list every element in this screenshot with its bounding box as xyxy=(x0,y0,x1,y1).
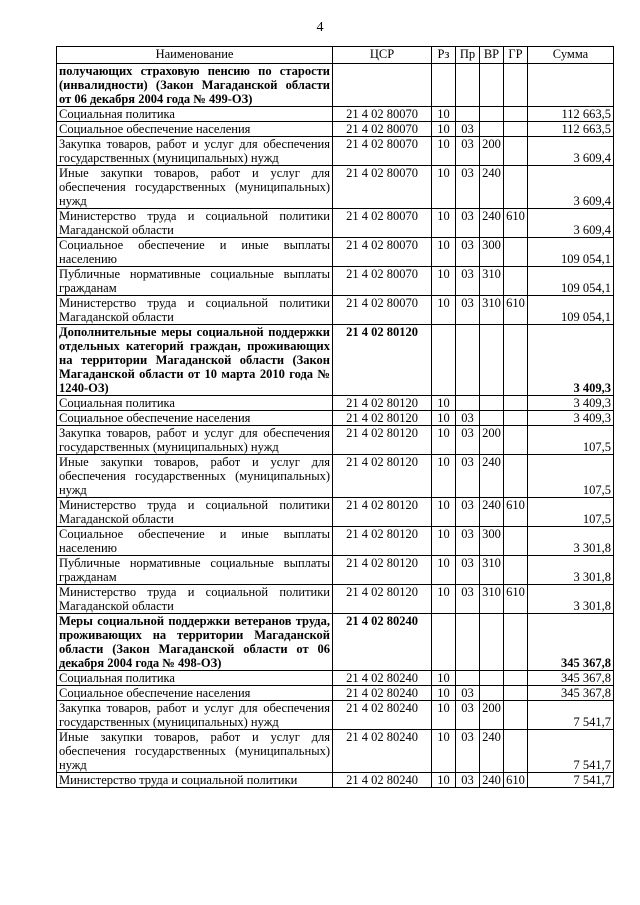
row-rz: 10 xyxy=(432,411,456,426)
row-csr: 21 4 02 80070 xyxy=(333,296,432,325)
row-gr: 610 xyxy=(504,296,528,325)
row-pr: 03 xyxy=(456,556,480,585)
row-name: Социальное обеспечение и иные выплаты населению xyxy=(57,527,333,556)
row-gr: 610 xyxy=(504,498,528,527)
table-row xyxy=(57,773,614,788)
row-vr xyxy=(480,325,504,396)
row-rz: 10 xyxy=(432,686,456,701)
row-sum: 3 301,8 xyxy=(528,585,614,614)
row-csr: 21 4 02 80120 xyxy=(333,585,432,614)
table-row xyxy=(57,396,614,411)
row-vr xyxy=(480,396,504,411)
row-csr: 21 4 02 80120 xyxy=(333,455,432,498)
row-pr: 03 xyxy=(456,209,480,238)
row-name: Министерство труда и социальной политики xyxy=(57,773,333,788)
row-vr: 240 xyxy=(480,455,504,498)
row-rz: 10 xyxy=(432,556,456,585)
row-gr xyxy=(504,64,528,107)
row-gr xyxy=(504,455,528,498)
table-row xyxy=(57,498,614,527)
table-row xyxy=(57,267,614,296)
row-rz: 10 xyxy=(432,701,456,730)
row-sum: 345 367,8 xyxy=(528,686,614,701)
table-row xyxy=(57,671,614,686)
table-row xyxy=(57,166,614,209)
row-pr: 03 xyxy=(456,686,480,701)
row-vr xyxy=(480,614,504,671)
row-rz: 10 xyxy=(432,238,456,267)
row-name: Закупка товаров, работ и услуг для обеспечения государственных (муниципальных) нужд xyxy=(57,137,333,166)
row-vr xyxy=(480,671,504,686)
row-csr: 21 4 02 80120 xyxy=(333,556,432,585)
row-pr: 03 xyxy=(456,585,480,614)
row-sum: 3 301,8 xyxy=(528,556,614,585)
row-name: Министерство труда и социальной политики Магаданской области xyxy=(57,296,333,325)
row-csr: 21 4 02 80240 xyxy=(333,701,432,730)
row-vr: 200 xyxy=(480,137,504,166)
header-vr: ВР xyxy=(480,47,504,64)
row-rz xyxy=(432,325,456,396)
row-gr xyxy=(504,556,528,585)
table-row xyxy=(57,701,614,730)
row-vr xyxy=(480,686,504,701)
row-csr: 21 4 02 80120 xyxy=(333,426,432,455)
row-sum: 7 541,7 xyxy=(528,730,614,773)
row-gr xyxy=(504,701,528,730)
row-sum: 112 663,5 xyxy=(528,107,614,122)
row-pr xyxy=(456,325,480,396)
table-row xyxy=(57,296,614,325)
row-csr: 21 4 02 80070 xyxy=(333,267,432,296)
row-sum xyxy=(528,64,614,107)
row-rz: 10 xyxy=(432,585,456,614)
row-rz: 10 xyxy=(432,396,456,411)
row-pr: 03 xyxy=(456,527,480,556)
row-pr: 03 xyxy=(456,411,480,426)
row-vr: 310 xyxy=(480,267,504,296)
header-name: Наименование xyxy=(57,47,333,64)
row-vr: 240 xyxy=(480,773,504,788)
row-pr: 03 xyxy=(456,498,480,527)
header-csr: ЦСР xyxy=(333,47,432,64)
row-pr xyxy=(456,107,480,122)
row-csr: 21 4 02 80120 xyxy=(333,396,432,411)
row-sum: 3 409,3 xyxy=(528,396,614,411)
row-csr: 21 4 02 80070 xyxy=(333,107,432,122)
row-pr: 03 xyxy=(456,122,480,137)
row-csr: 21 4 02 80240 xyxy=(333,773,432,788)
row-rz: 10 xyxy=(432,498,456,527)
row-csr: 21 4 02 80070 xyxy=(333,166,432,209)
row-vr: 300 xyxy=(480,238,504,267)
row-rz: 10 xyxy=(432,209,456,238)
row-vr xyxy=(480,411,504,426)
row-vr: 310 xyxy=(480,585,504,614)
row-gr xyxy=(504,107,528,122)
row-name: Социальная политика xyxy=(57,671,333,686)
table-row xyxy=(57,209,614,238)
table-row xyxy=(57,527,614,556)
row-sum: 109 054,1 xyxy=(528,238,614,267)
row-sum: 112 663,5 xyxy=(528,122,614,137)
row-name: Министерство труда и социальной политики Магаданской области xyxy=(57,498,333,527)
row-vr: 240 xyxy=(480,730,504,773)
header-sum: Сумма xyxy=(528,47,614,64)
row-gr xyxy=(504,396,528,411)
table-row xyxy=(57,556,614,585)
row-csr: 21 4 02 80070 xyxy=(333,137,432,166)
row-name: Социальная политика xyxy=(57,107,333,122)
row-gr xyxy=(504,166,528,209)
row-csr: 21 4 02 80240 xyxy=(333,686,432,701)
header-gr: ГР xyxy=(504,47,528,64)
table-row xyxy=(57,238,614,267)
row-pr xyxy=(456,64,480,107)
row-name: получающих страховую пенсию по старости (инвалидности) (Закон Магаданской области от 06 декабря 2004 года № 499-ОЗ) xyxy=(57,64,333,107)
header-rz: Рз xyxy=(432,47,456,64)
row-gr xyxy=(504,411,528,426)
row-name: Закупка товаров, работ и услуг для обеспечения государственных (муниципальных) нужд xyxy=(57,701,333,730)
row-sum: 7 541,7 xyxy=(528,773,614,788)
row-pr: 03 xyxy=(456,166,480,209)
row-csr: 21 4 02 80070 xyxy=(333,238,432,267)
row-vr: 310 xyxy=(480,296,504,325)
row-pr: 03 xyxy=(456,701,480,730)
table-row xyxy=(57,686,614,701)
table-row xyxy=(57,325,614,396)
row-name: Социальная политика xyxy=(57,396,333,411)
row-gr xyxy=(504,267,528,296)
row-sum: 107,5 xyxy=(528,498,614,527)
row-csr: 21 4 02 80120 xyxy=(333,411,432,426)
row-gr xyxy=(504,671,528,686)
row-vr: 240 xyxy=(480,498,504,527)
table-row xyxy=(57,64,614,107)
row-vr xyxy=(480,122,504,137)
page-number: 4 xyxy=(316,20,324,35)
row-sum: 345 367,8 xyxy=(528,614,614,671)
row-pr xyxy=(456,396,480,411)
row-vr: 310 xyxy=(480,556,504,585)
row-sum: 3 301,8 xyxy=(528,527,614,556)
row-rz: 10 xyxy=(432,455,456,498)
row-sum: 3 609,4 xyxy=(528,209,614,238)
row-pr: 03 xyxy=(456,455,480,498)
row-gr: 610 xyxy=(504,585,528,614)
row-name: Публичные нормативные социальные выплаты гражданам xyxy=(57,267,333,296)
table-row xyxy=(57,137,614,166)
row-gr xyxy=(504,614,528,671)
row-vr xyxy=(480,64,504,107)
table-row xyxy=(57,411,614,426)
row-name: Иные закупки товаров, работ и услуг для обеспечения государственных (муниципальных) нужд xyxy=(57,455,333,498)
table-row xyxy=(57,730,614,773)
row-pr xyxy=(456,671,480,686)
row-pr: 03 xyxy=(456,426,480,455)
row-name: Министерство труда и социальной политики Магаданской области xyxy=(57,585,333,614)
row-vr: 240 xyxy=(480,166,504,209)
row-sum: 107,5 xyxy=(528,455,614,498)
row-gr xyxy=(504,238,528,267)
row-gr: 610 xyxy=(504,773,528,788)
row-rz: 10 xyxy=(432,267,456,296)
row-name: Социальное обеспечение населения xyxy=(57,411,333,426)
row-pr xyxy=(456,614,480,671)
row-rz: 10 xyxy=(432,527,456,556)
row-name: Закупка товаров, работ и услуг для обеспечения государственных (муниципальных) нужд xyxy=(57,426,333,455)
row-csr: 21 4 02 80240 xyxy=(333,614,432,671)
table-row xyxy=(57,426,614,455)
table-row xyxy=(57,122,614,137)
row-vr xyxy=(480,107,504,122)
row-rz: 10 xyxy=(432,671,456,686)
row-name: Министерство труда и социальной политики Магаданской области xyxy=(57,209,333,238)
row-sum: 3 409,3 xyxy=(528,411,614,426)
row-rz: 10 xyxy=(432,426,456,455)
table-row xyxy=(57,614,614,671)
row-rz: 10 xyxy=(432,107,456,122)
row-gr xyxy=(504,730,528,773)
row-rz: 10 xyxy=(432,730,456,773)
header-pr: Пр xyxy=(456,47,480,64)
row-name: Дополнительные меры социальной поддержки отдельных категорий граждан, проживающих на территории Магаданской области (Закон Магаданской области от 10 марта 2010 года № 1240-ОЗ) xyxy=(57,325,333,396)
row-csr: 21 4 02 80120 xyxy=(333,527,432,556)
row-csr: 21 4 02 80120 xyxy=(333,325,432,396)
row-csr: 21 4 02 80070 xyxy=(333,209,432,238)
row-rz: 10 xyxy=(432,122,456,137)
row-gr xyxy=(504,527,528,556)
table-row xyxy=(57,585,614,614)
row-name: Меры социальной поддержки ветеранов труда, проживающих на территории Магаданской области (Закон Магаданской области от 06 декабря 2004 года № 498-ОЗ) xyxy=(57,614,333,671)
budget-table xyxy=(56,46,614,788)
table-row xyxy=(57,107,614,122)
row-csr: 21 4 02 80240 xyxy=(333,730,432,773)
row-name: Социальное обеспечение населения xyxy=(57,686,333,701)
row-rz: 10 xyxy=(432,773,456,788)
row-sum: 3 409,3 xyxy=(528,325,614,396)
row-vr: 200 xyxy=(480,701,504,730)
row-vr: 200 xyxy=(480,426,504,455)
row-pr: 03 xyxy=(456,137,480,166)
row-pr: 03 xyxy=(456,238,480,267)
row-vr: 300 xyxy=(480,527,504,556)
row-csr: 21 4 02 80120 xyxy=(333,498,432,527)
row-sum: 107,5 xyxy=(528,426,614,455)
row-gr xyxy=(504,426,528,455)
row-gr xyxy=(504,325,528,396)
row-sum: 109 054,1 xyxy=(528,296,614,325)
row-name: Иные закупки товаров, работ и услуг для обеспечения государственных (муниципальных) нужд xyxy=(57,730,333,773)
row-name: Иные закупки товаров, работ и услуг для обеспечения государственных (муниципальных) нужд xyxy=(57,166,333,209)
row-pr: 03 xyxy=(456,730,480,773)
row-gr xyxy=(504,686,528,701)
row-rz: 10 xyxy=(432,137,456,166)
row-pr: 03 xyxy=(456,267,480,296)
row-rz xyxy=(432,614,456,671)
row-csr: 21 4 02 80070 xyxy=(333,122,432,137)
header-row xyxy=(57,47,614,64)
row-rz: 10 xyxy=(432,296,456,325)
row-vr: 240 xyxy=(480,209,504,238)
row-gr xyxy=(504,137,528,166)
table-row xyxy=(57,455,614,498)
row-sum: 345 367,8 xyxy=(528,671,614,686)
row-name: Социальное обеспечение населения xyxy=(57,122,333,137)
row-pr: 03 xyxy=(456,773,480,788)
row-name: Социальное обеспечение и иные выплаты населению xyxy=(57,238,333,267)
row-sum: 7 541,7 xyxy=(528,701,614,730)
row-csr: 21 4 02 80240 xyxy=(333,671,432,686)
row-sum: 3 609,4 xyxy=(528,137,614,166)
row-sum: 3 609,4 xyxy=(528,166,614,209)
row-rz: 10 xyxy=(432,166,456,209)
row-gr: 610 xyxy=(504,209,528,238)
row-gr xyxy=(504,122,528,137)
row-sum: 109 054,1 xyxy=(528,267,614,296)
row-csr xyxy=(333,64,432,107)
row-pr: 03 xyxy=(456,296,480,325)
row-rz xyxy=(432,64,456,107)
row-name: Публичные нормативные социальные выплаты гражданам xyxy=(57,556,333,585)
